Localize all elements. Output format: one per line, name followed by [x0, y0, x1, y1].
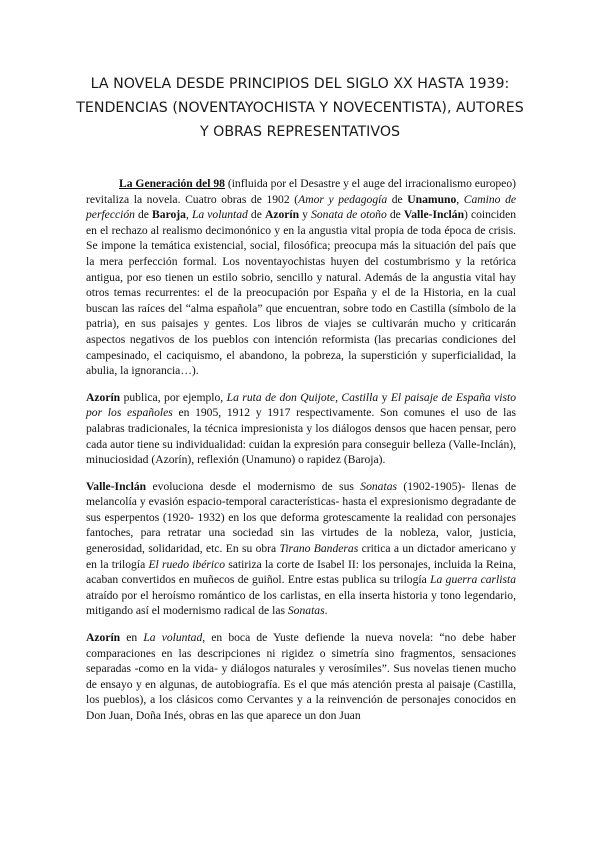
title-line-3: Y OBRAS REPRESENTATIVOS	[199, 124, 400, 140]
paragraph-azorin-voluntad: Azorín en La voluntad, en boca de Yuste defiende la nueva novela: “no debe haber comparaciones en las descripciones ni rigidez o simetría sino fragmentos, sensaciones separadas -como en la vida- y diálogos naturales y verosímiles”. Sus novelas tienen mucho de ensayo y en algunas, de autobiografía. Es el que más atención presta al paisaje (Castilla, los pueblos), a los clásicos como Cervantes y a la reinvención de personajes conocidos en Don Juan, Doña Inés, obras en las que aparece un don Juan	[86, 631, 516, 722]
work-title: La guerra carlista	[430, 573, 517, 587]
work-title: Tirano Banderas	[279, 542, 359, 556]
author-name: Azorín	[86, 390, 121, 404]
work-title: El paisaje de España visto por los españoles	[86, 390, 516, 420]
work-title: La voluntad	[191, 208, 248, 222]
author-name: Valle-Inclán	[86, 479, 147, 493]
work-title: Sonatas	[360, 479, 397, 493]
work-title: Amor y pedagogía	[298, 192, 388, 206]
document-body	[86, 176, 516, 735]
author-name: Baroja	[152, 208, 186, 222]
section-heading: La Generación del 98	[119, 177, 225, 190]
work-title: Sonata de otoño	[311, 208, 387, 222]
work-title: La ruta de don Quijote	[226, 390, 336, 404]
work-title: Sonatas	[287, 604, 325, 618]
author-name: Azorín	[264, 208, 300, 222]
author-name: Unamuno	[407, 192, 457, 206]
title-line-1: LA NOVELA DESDE PRINCIPIOS DEL SIGLO XX HASTA 1939:	[90, 76, 510, 92]
work-title: Camino de perfección	[86, 192, 517, 222]
paragraph-azorin-viajes: Azorín publica, por ejemplo, La ruta de don Quijote, Castilla y El paisaje de España visto por los españoles en 1905, 1912 y 1917 respectivamente. Son comunes el uso de las palabras tradicionales, la técnica impresionista y los diálogos densos que hacen pensar, pero cada autor tiene su individualidad: cuidan la expresión para conseguir belleza (Valle-Inclán), minuciosidad (Azorín), reflexión (Unamuno) o rapidez (Baroja).	[86, 390, 517, 467]
author-name: Valle-Inclán	[403, 208, 465, 222]
title-line-2: TENDENCIAS (NOVENTAYOCHISTA Y NOVECENTISTA), AUTORES	[76, 100, 524, 116]
paragraph-valle-inclan: Valle-Inclán evoluciona desde el modernismo de sus Sonatas (1902-1905)- llenas de melancolía y evasión espacio-temporal características- hasta el expresionismo degradante de sus esperpentos (1920- 1932) en los que deforma grotescamente la realidad con personajes fantoches, para retratar una sociedad sin las virtudes de la nobleza, valor, justicia, generosidad, solidaridad, etc. En su obra Tirano Banderas critica a un dictador americano y en la trilogía El ruedo ibérico satiriza la corte de Isabel II: los personajes, incluida la Reina, acaban convertidos en muñecos de guiñol. Entre estas publica su trilogía La guerra carlista atraído por el heroísmo romántico de los carlistas, en ella inserta historia y tono legendario, mitigando así el modernismo radical de las Sonatas.	[86, 479, 517, 618]
work-title: Castilla	[341, 390, 379, 404]
work-title: El ruedo ibérico	[148, 557, 226, 571]
author-name: Azorín	[86, 631, 121, 645]
paragraph-generacion-98: La Generación del 98 (influida por el Desastre y el auge del irracionalismo europeo) revitaliza la novela. Cuatro obras de 1902 (Amor y pedagogía de Unamuno, Camino de perfección de Baroja, La voluntad de Azorín y Sonata de otoño de Valle-Inclán) coinciden en el rechazo al realismo decimonónico y en la angustia vital propia de toda época de crisis. Se impone la temática existencial, social, filosófica; preocupa más la situación del país que la mera perfección formal. Los noventayochistas huyen del costumbrismo y la retórica antigua, por eso tienen un estilo sobrio, sencillo y natural. Además de la angustia vital hay otros temas recurrentes: el de la preocupación por España y el de la Historia, en la cual buscan las raíces del “alma española” que encuentran, sobre todo en Castilla (símbolo de la patria), en sus paisajes y gentes. Los libros de viajes se cultivarán mucho y criticarán aspectos negativos de los pueblos con intención reformista (las precarias condiciones del campesinado, el caciquismo, el abandono, la pobreza, la superstición y superficialidad, la abulia, la ignorancia…).	[86, 177, 517, 378]
document-title	[60, 72, 540, 144]
work-title: La voluntad	[143, 631, 203, 645]
